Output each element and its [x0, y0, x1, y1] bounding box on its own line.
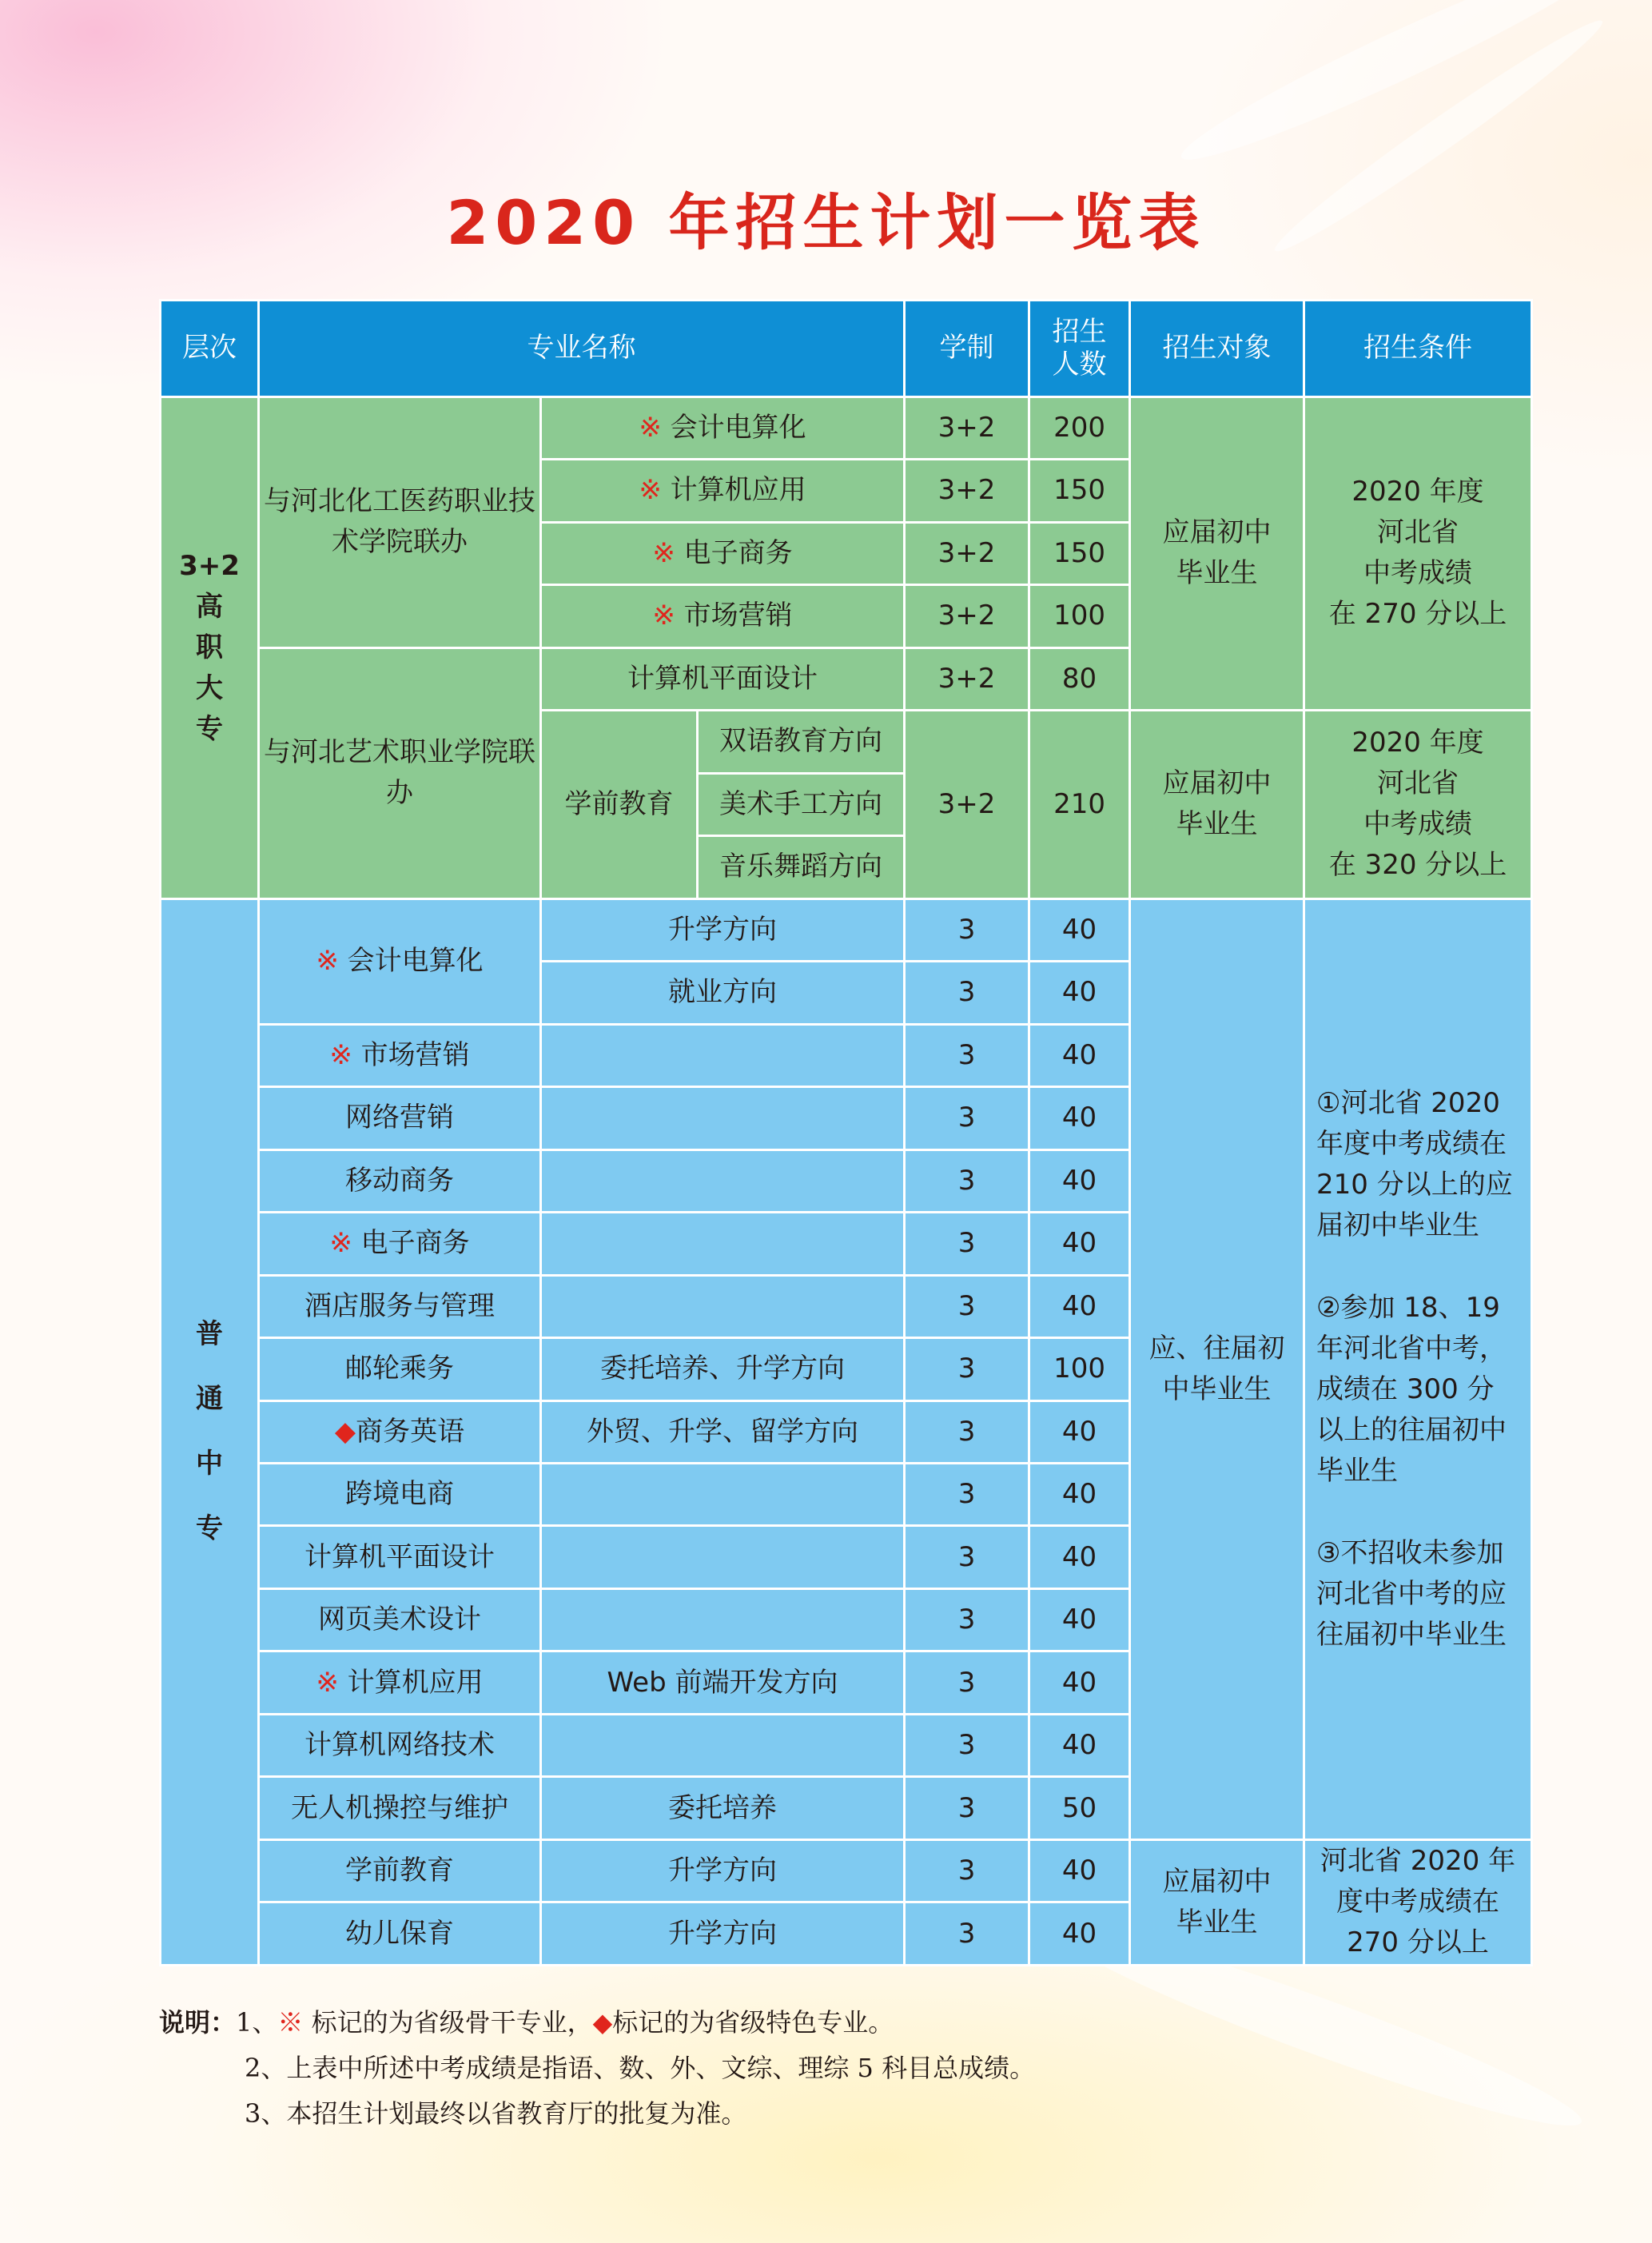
- header-duration: 学制: [905, 301, 1029, 397]
- quota-cell: 40: [1029, 1526, 1130, 1588]
- direction-cell: 委托培养、升学方向: [541, 1338, 905, 1400]
- quota-cell: 40: [1029, 1149, 1130, 1212]
- condition-line: 河北省: [1377, 516, 1459, 549]
- duration-cell: 3: [905, 1839, 1029, 1902]
- note-line-2: 2、上表中所述中考成绩是指语、数、外、文综、理综 5 科目总成绩。: [245, 2053, 1036, 2083]
- quota-cell: 200: [1029, 396, 1130, 459]
- note-line-1: [159, 2000, 1531, 2046]
- major-cell: [541, 522, 905, 584]
- direction-cell: 美术手工方向: [698, 773, 905, 835]
- direction-cell: 就业方向: [541, 962, 905, 1024]
- header-target: 招生对象: [1130, 301, 1304, 397]
- note-line-3: 3、本招生计划最终以省教育厅的批复为准。: [245, 2098, 747, 2129]
- table-row: [161, 898, 1532, 961]
- quota-cell: 100: [1029, 585, 1130, 647]
- condition-line: 2020 年度: [1351, 476, 1484, 508]
- duration-cell: 3: [905, 1087, 1029, 1149]
- key-major-mark: ※: [652, 600, 675, 632]
- quota-cell: 210: [1029, 711, 1130, 898]
- key-major-mark: ※: [639, 474, 662, 507]
- quota-cell: 40: [1029, 1275, 1130, 1337]
- partner-cell: 与河北化工医药职业技术学院联办: [259, 396, 541, 647]
- target-text: 应届初中毕业生: [1162, 1865, 1272, 1938]
- direction-cell: 升学方向: [541, 1902, 905, 1966]
- direction-cell: [541, 1463, 905, 1525]
- target-text: 应届初中毕业生: [1162, 516, 1272, 590]
- key-major-mark: ※: [329, 1227, 352, 1260]
- duration-cell: 3: [905, 1777, 1029, 1839]
- duration-cell: 3: [905, 1338, 1029, 1400]
- page-title: 2020 年招生计划一览表: [446, 187, 1206, 258]
- major-cell: 移动商务: [259, 1149, 541, 1212]
- major-name: 会计电算化: [347, 945, 484, 978]
- direction-cell: [541, 1275, 905, 1337]
- major-cell: [259, 1213, 541, 1275]
- quota-cell: 40: [1029, 1024, 1130, 1086]
- quota-cell: 50: [1029, 1777, 1130, 1839]
- major-cell: [259, 1651, 541, 1714]
- quota-cell: 40: [1029, 1651, 1130, 1714]
- key-major-mark: ※: [316, 945, 339, 978]
- major-name: 商务英语: [356, 1415, 465, 1448]
- duration-cell: 3: [905, 1024, 1029, 1086]
- condition-line: 河北省: [1377, 767, 1459, 800]
- major-cell: 幼儿保育: [259, 1902, 541, 1966]
- quota-cell: 40: [1029, 898, 1130, 961]
- major-name: 计算机应用: [670, 474, 806, 507]
- quota-cell: 40: [1029, 1839, 1130, 1902]
- note-label: 说明：: [159, 2007, 237, 2038]
- enrollment-table: [159, 299, 1533, 1966]
- major-cell: [541, 396, 905, 459]
- condition-cell: [1304, 711, 1532, 898]
- duration-cell: 3: [905, 898, 1029, 961]
- major-cell: 学前教育: [259, 1839, 541, 1902]
- major-cell: 学前教育: [541, 711, 698, 898]
- condition-line: 2020 年度: [1351, 727, 1484, 759]
- partner-cell: 与河北艺术职业学院联办: [259, 647, 541, 898]
- major-cell: 计算机平面设计: [541, 647, 905, 710]
- duration-cell: 3: [905, 1588, 1029, 1651]
- direction-cell: [541, 1149, 905, 1212]
- direction-cell: [541, 1714, 905, 1776]
- duration-cell: 3+2: [905, 647, 1029, 710]
- condition-line: 在 320 分以上: [1328, 849, 1507, 882]
- condition-item: ①河北省 2020 年度中考成绩在 210 分以上的应届初中毕业生: [1316, 1086, 1513, 1241]
- condition-text: 河北省 2020 年度中考成绩在 270 分以上: [1320, 1845, 1516, 1959]
- note-text: 标记的为省级特色专业。: [612, 2007, 894, 2038]
- major-cell: [541, 585, 905, 647]
- quota-cell: 40: [1029, 1588, 1130, 1651]
- header-major: 专业名称: [259, 301, 905, 397]
- level-char: 通: [196, 1383, 223, 1416]
- duration-cell: 3+2: [905, 522, 1029, 584]
- level-char: 高: [196, 590, 223, 623]
- target-cell: [1130, 711, 1304, 898]
- major-name: 市场营销: [683, 600, 793, 632]
- direction-cell: [541, 1588, 905, 1651]
- duration-cell: 3+2: [905, 585, 1029, 647]
- condition-cell: [1304, 898, 1532, 1839]
- duration-cell: 3: [905, 1400, 1029, 1463]
- condition-gap: [1316, 1492, 1519, 1533]
- duration-cell: 3: [905, 962, 1029, 1024]
- level-char: 职: [196, 631, 223, 663]
- quota-cell: 40: [1029, 1714, 1130, 1776]
- duration-cell: 3+2: [905, 396, 1029, 459]
- table-row: [161, 396, 1532, 459]
- header-quota-text: 招生人数: [1052, 316, 1107, 380]
- direction-cell: 音乐舞蹈方向: [698, 836, 905, 898]
- major-cell: 跨境电商: [259, 1463, 541, 1525]
- quota-cell: 150: [1029, 460, 1130, 522]
- duration-cell: 3: [905, 1213, 1029, 1275]
- major-cell: 邮轮乘务: [259, 1338, 541, 1400]
- duration-cell: 3+2: [905, 460, 1029, 522]
- condition-item: ③不招收未参加河北省中考的应往届初中毕业生: [1316, 1536, 1507, 1651]
- target-text: 应届初中毕业生: [1162, 767, 1272, 841]
- table-row: [161, 1839, 1532, 1902]
- quota-cell: 40: [1029, 1902, 1130, 1966]
- direction-cell: Web 前端开发方向: [541, 1651, 905, 1714]
- header-quota: [1029, 301, 1130, 397]
- direction-cell: 升学方向: [541, 1839, 905, 1902]
- level-label: 3+2: [179, 549, 240, 582]
- major-name: 会计电算化: [670, 411, 806, 444]
- duration-cell: 3: [905, 1463, 1029, 1525]
- quota-cell: 40: [1029, 1400, 1130, 1463]
- direction-cell: 双语教育方向: [698, 711, 905, 773]
- condition-cell: [1304, 1839, 1532, 1965]
- level-char: 普: [196, 1318, 223, 1351]
- quota-cell: 100: [1029, 1338, 1130, 1400]
- major-cell: [259, 1024, 541, 1086]
- key-major-mark: ※: [316, 1666, 339, 1699]
- major-name: 市场营销: [360, 1038, 470, 1071]
- condition-gap: [1316, 1246, 1519, 1288]
- level-cell-higher: [161, 396, 259, 898]
- condition-item: ②参加 18、19 年河北省中考，成绩在 300 分以上的往届初中毕业生: [1316, 1291, 1507, 1487]
- major-cell: 网络营销: [259, 1087, 541, 1149]
- condition-line: 中考成绩: [1363, 808, 1473, 841]
- duration-cell: 3: [905, 1902, 1029, 1966]
- duration-cell: 3+2: [905, 711, 1029, 898]
- note-text: 1、: [236, 2007, 278, 2038]
- duration-cell: 3: [905, 1714, 1029, 1776]
- target-text: 应、往届初中毕业生: [1148, 1332, 1285, 1405]
- duration-cell: 3: [905, 1526, 1029, 1588]
- level-char: 专: [196, 712, 223, 745]
- feature-major-mark: ◆: [592, 2007, 613, 2038]
- direction-cell: [541, 1087, 905, 1149]
- notes: [159, 2000, 1531, 2137]
- major-cell: [259, 1400, 541, 1463]
- level-char: 大: [196, 671, 223, 704]
- direction-cell: 外贸、升学、留学方向: [541, 1400, 905, 1463]
- quota-cell: 150: [1029, 522, 1130, 584]
- feature-major-mark: ◆: [334, 1415, 356, 1448]
- major-name: 电子商务: [360, 1227, 470, 1260]
- direction-cell: 升学方向: [541, 898, 905, 961]
- key-major-mark: ※: [329, 1038, 352, 1071]
- major-cell: 网页美术设计: [259, 1588, 541, 1651]
- duration-cell: 3: [905, 1149, 1029, 1212]
- duration-cell: 3: [905, 1275, 1029, 1337]
- condition-line: 中考成绩: [1363, 557, 1473, 590]
- major-cell: 无人机操控与维护: [259, 1777, 541, 1839]
- table-header: [161, 301, 1532, 397]
- level-cell-secondary: [161, 898, 259, 1965]
- note-text: 标记的为省级骨干专业，: [303, 2007, 593, 2038]
- level-char: 专: [196, 1512, 223, 1545]
- direction-cell: [541, 1526, 905, 1588]
- quota-cell: 40: [1029, 962, 1130, 1024]
- level-char: 中: [196, 1448, 223, 1480]
- major-cell: 计算机平面设计: [259, 1526, 541, 1588]
- duration-cell: 3: [905, 1651, 1029, 1714]
- target-cell: [1130, 898, 1304, 1839]
- major-name: 电子商务: [683, 536, 793, 569]
- quota-cell: 80: [1029, 647, 1130, 710]
- target-cell: [1130, 1839, 1304, 1965]
- header-condition: 招生条件: [1304, 301, 1532, 397]
- major-name: 计算机应用: [347, 1666, 484, 1699]
- key-major-mark: ※: [277, 2007, 304, 2038]
- condition-cell: [1304, 396, 1532, 710]
- key-major-mark: ※: [639, 411, 662, 444]
- major-cell: [541, 460, 905, 522]
- key-major-mark: ※: [652, 536, 675, 569]
- major-cell: 计算机网络技术: [259, 1714, 541, 1776]
- quota-cell: 40: [1029, 1213, 1130, 1275]
- direction-cell: [541, 1024, 905, 1086]
- condition-line: 在 270 分以上: [1328, 598, 1507, 631]
- quota-cell: 40: [1029, 1087, 1130, 1149]
- direction-cell: 委托培养: [541, 1777, 905, 1839]
- header-level: 层次: [161, 301, 259, 397]
- target-cell: [1130, 396, 1304, 710]
- major-cell: 酒店服务与管理: [259, 1275, 541, 1337]
- direction-cell: [541, 1213, 905, 1275]
- major-cell: [259, 898, 541, 1024]
- quota-cell: 40: [1029, 1463, 1130, 1525]
